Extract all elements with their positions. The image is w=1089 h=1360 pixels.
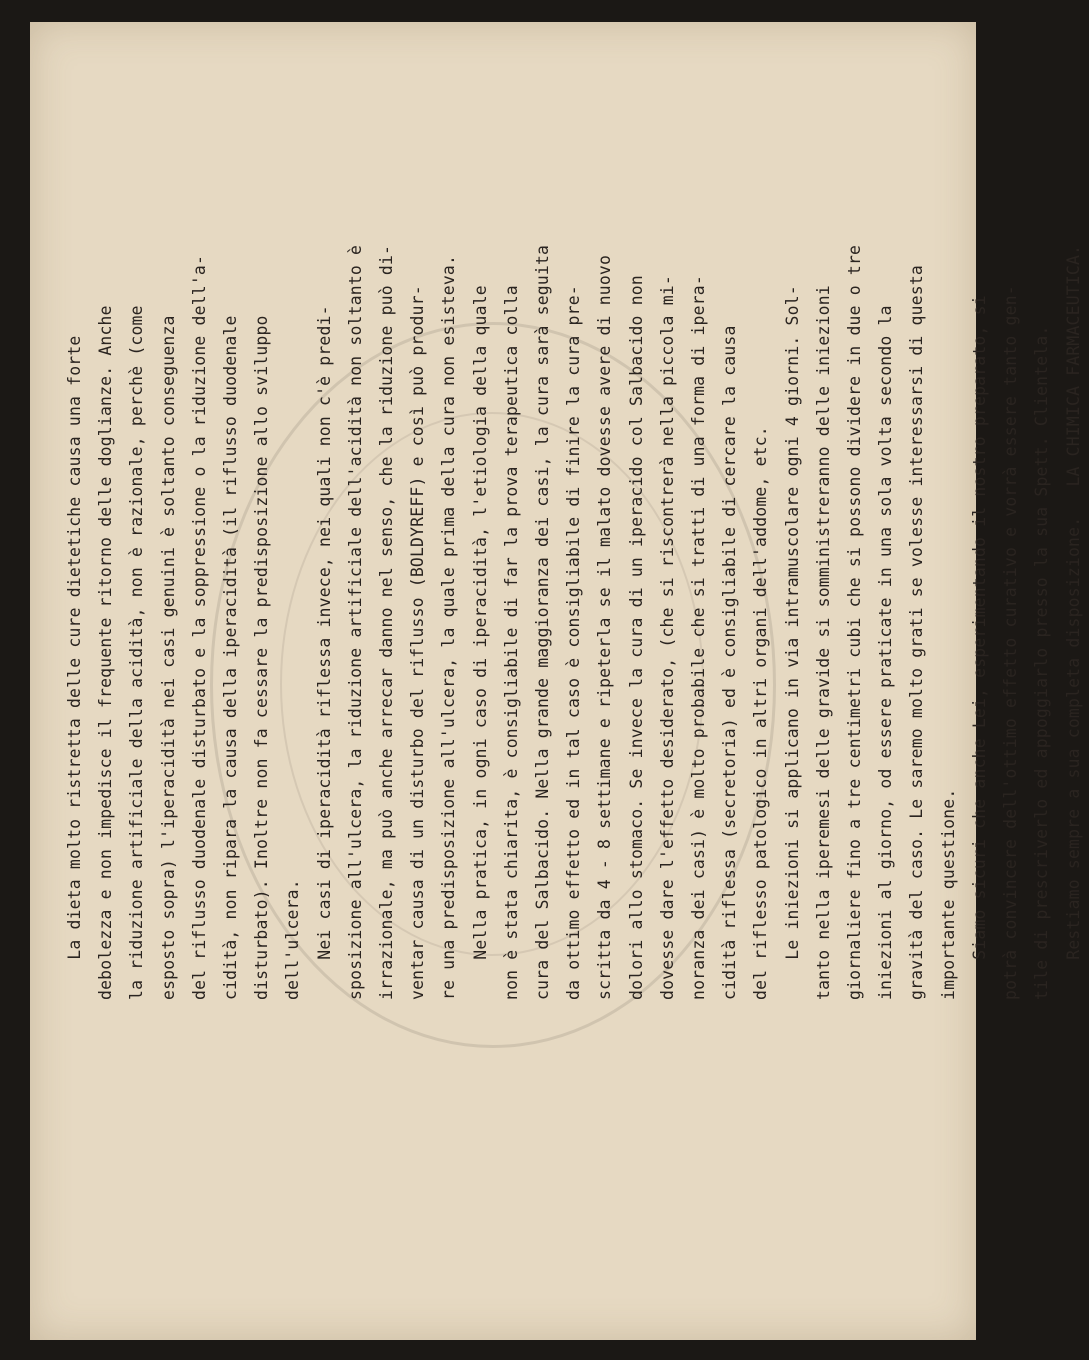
text-line: cidità riflessa (secretoria) ed è consigliabile di cercare la causa — [720, 325, 740, 1000]
text-line: Nella pratica, in ogni caso di iperacidità, l'etiologia della quale — [470, 285, 490, 1000]
text-line: noranza dei casi) è molto probabile che si tratti di una forma di ipera- — [689, 275, 709, 1000]
text-line: esposto sopra) l'iperacidità nei casi genuini è soltanto conseguenza — [158, 315, 178, 1000]
text-line: La dieta molto ristretta delle cure dietetiche causa una forte — [65, 335, 84, 1000]
text-line: Nei casi di iperacidità riflessa invece, nei quali non c'è predi- — [314, 305, 334, 1000]
text-line: iniezioni al giorno, od essere praticate in una sola volta secondo la — [876, 305, 896, 1000]
text-line: da ottimo effetto ed in tal caso è consigliabile di finire la cura pre- — [564, 285, 584, 1000]
text-line: giornaliere fino a tre centimetri cubi che si possono dividere in due o tre — [845, 244, 865, 1000]
text-line: dolori allo stomaco. Se invece la cura di un iperacido col Salbacido non — [626, 275, 646, 1000]
text-line: debolezza e non impedisce il frequente ritorno delle doglianze. Anche — [96, 305, 116, 1000]
document-body — [59, 0, 1083, 1000]
text-line-signature: Restiamo sempre a sua completa disposizione. LA CHIMICA FARMACEUTICA. — [1063, 244, 1083, 1000]
text-line: cidità, non ripara la causa della iperacidità (il riflusso duodenale — [221, 315, 241, 1000]
text-line: importante questione. — [938, 788, 958, 1000]
text-line: del riflesso patologico in altri organi dell'addome, etc. — [751, 426, 771, 1000]
text-line: cura del Salbacido. Nella grande maggioranza dei casi, la cura sarà seguita — [533, 244, 553, 1000]
text-line: irrazionale, ma può anche arrecar danno nel senso, che la riduzione può di- — [377, 244, 397, 1000]
text-line: Siamo sicuri che anche Lei, esperimentando il nostro preparato, si — [969, 295, 989, 1000]
text-line: dell'ulcera. — [283, 879, 303, 1000]
text-line: scritta da 4 - 8 settimane e ripeterla se il malato dovesse avere di nuovo — [595, 254, 615, 1000]
text-line: tanto nella iperemesi delle gravide si somministreranno delle iniezioni — [813, 285, 833, 1000]
text-line: dovesse dare l'effetto desiderato, (che si riscontrerà nella piccola mi- — [657, 275, 677, 1000]
text-line: disturbato). Inoltre non fa cessare la predisposizione allo sviluppo — [252, 315, 272, 1000]
text-line: Le iniezioni si applicano in via intramuscolare ogni 4 giorni. Sol- — [782, 285, 802, 1000]
text-line: re una predisposizione all'ulcera, la quale prima della cura non esisteva. — [439, 254, 459, 1000]
text-line: gravità del caso. Le saremo molto grati se volesse interessarsi di questa — [907, 265, 927, 1000]
text-line: tile di prescriverlo ed appoggiarlo presso la sua Spett. Clientela. — [1032, 325, 1052, 1000]
text-line: la riduzione artificiale della acidità, non è razionale, perchè (come — [127, 305, 147, 1000]
text-line: potrà convincere dell'ottimo effetto curativo e vorrà essere tanto gen- — [1001, 285, 1021, 1000]
text-line: ventar causa di un disturbo del riflusso (BOLDYREFF) e così può produr- — [408, 285, 428, 1000]
text-line: sposizione all'ulcera, la riduzione artificiale dell'acidità non soltanto è — [345, 244, 365, 1000]
text-line: non è stata chiarita, è consigliabile di far la prova terapeutica colla — [501, 285, 521, 1000]
text-line: del riflusso duodenale disturbato e la soppressione o la riduzione dell'a- — [189, 254, 209, 1000]
